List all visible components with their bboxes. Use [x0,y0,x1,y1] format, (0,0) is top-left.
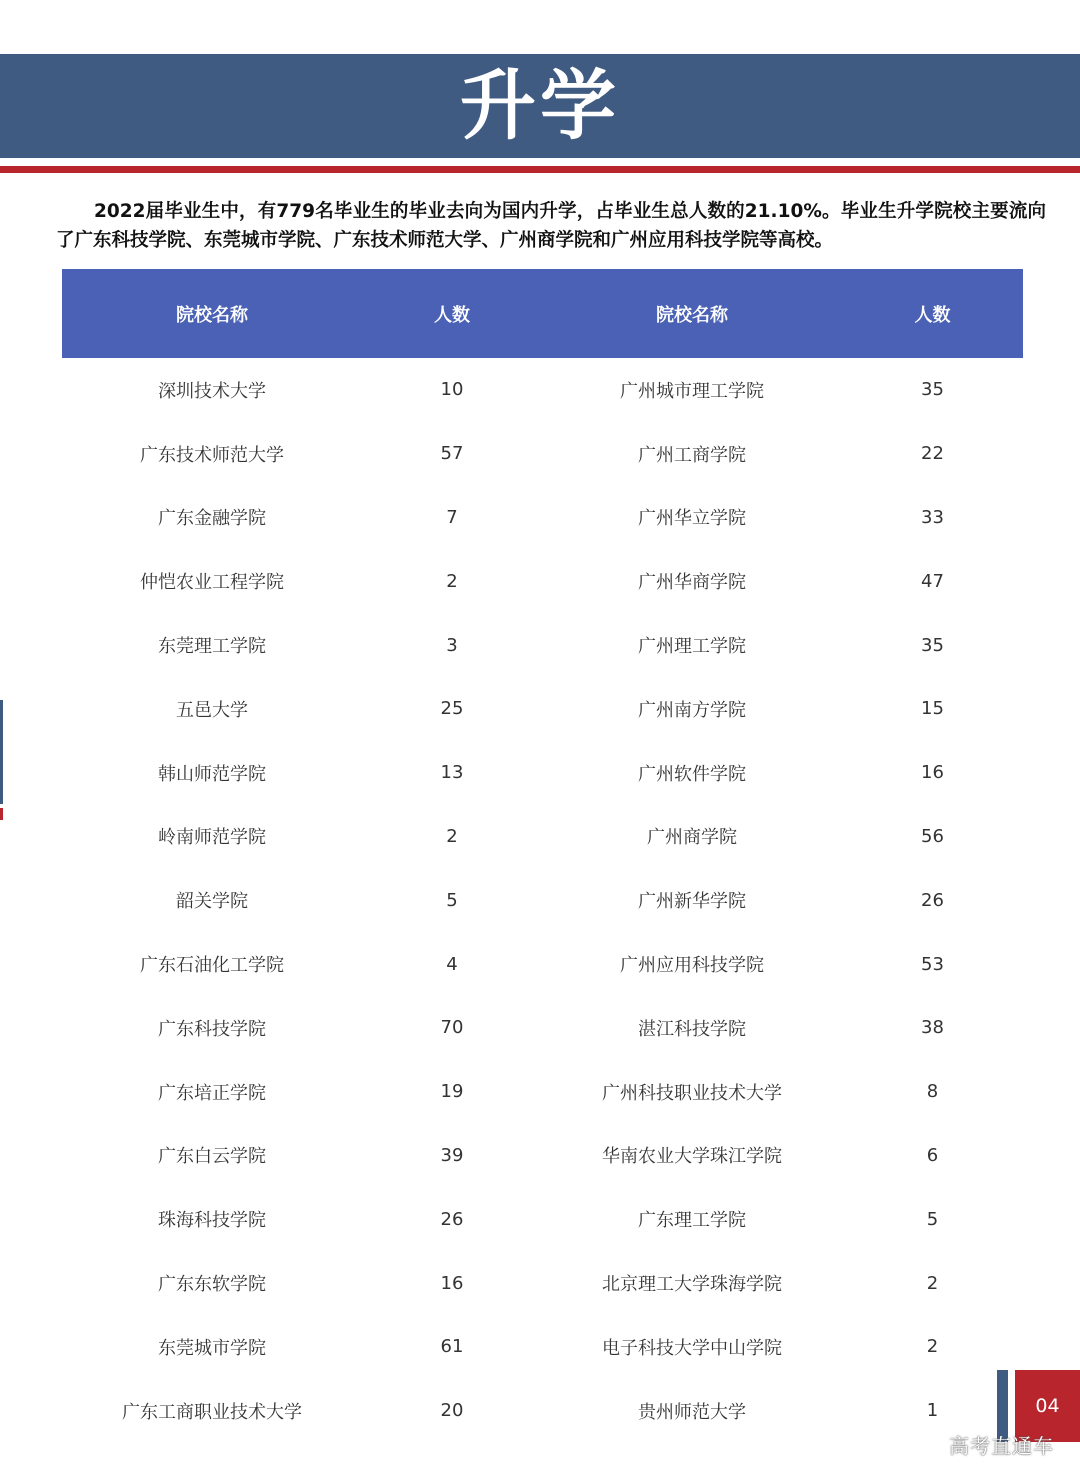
student-count: 25 [440,698,464,720]
table-header-row [62,269,1023,358]
school-name: 电子科技大学中山学院 [602,1337,782,1359]
student-count: 7 [446,506,458,528]
student-count: 39 [440,1144,464,1166]
table-row [62,613,1023,677]
school-name: 广东培正学院 [158,1082,266,1104]
table-row [62,1187,1023,1251]
school-name: 广东金融学院 [158,508,266,530]
student-count: 3 [446,634,458,656]
school-name: 岭南师范学院 [158,827,266,849]
table-row [62,677,1023,741]
banner-divider-red [0,166,1080,173]
table-row [62,1379,1023,1443]
table-row [62,1251,1023,1315]
school-name: 广东东软学院 [158,1274,266,1296]
student-count: 56 [921,825,944,847]
student-count: 70 [440,1017,464,1039]
banner-divider-white [0,158,1080,166]
student-count: 35 [921,379,944,401]
table-row [62,1060,1023,1124]
school-name: 韶关学院 [176,891,248,913]
header-school-name-left: 院校名称 [62,269,362,358]
intro-paragraph: 2022届毕业生中，有779名毕业生的毕业去向为国内升学，占毕业生总人数的21.10%。毕业生升学院校主要流向了广东科技学院、东莞城市学院、广东技术师范大学、广州商学院和广州应用科技学院等高校。 [56,201,1046,251]
school-name: 广州工商学院 [638,444,746,466]
school-name: 珠海科技学院 [158,1210,266,1232]
school-name: 华南农业大学珠江学院 [602,1146,782,1168]
student-count: 2 [926,1272,939,1294]
school-name: 广州南方学院 [638,699,746,721]
school-name: 广东白云学院 [158,1146,266,1168]
school-name: 广东技术师范大学 [140,444,284,466]
school-name: 广州城市理工学院 [620,380,764,402]
school-name: 广州华立学院 [638,508,746,530]
student-count: 38 [921,1017,944,1039]
school-name: 广州理工学院 [638,636,746,658]
table-row [62,422,1023,486]
student-count: 13 [440,762,464,784]
table-row [62,932,1023,996]
student-count: 19 [440,1081,464,1103]
school-name: 贵州师范大学 [638,1401,746,1423]
school-name: 广州华商学院 [638,572,746,594]
school-name: 北京理工大学珠海学院 [602,1274,782,1296]
school-name: 东莞理工学院 [158,636,266,658]
student-count: 53 [921,953,944,975]
school-name: 广州软件学院 [638,763,746,785]
school-name: 广东理工学院 [638,1210,746,1232]
student-count: 8 [926,1081,939,1103]
school-name: 深圳技术大学 [158,380,266,402]
table-row [62,741,1023,805]
page-title: 升学 [460,61,620,150]
student-count: 2 [446,570,458,592]
table-row [62,805,1023,869]
school-name: 五邑大学 [176,699,248,721]
student-count: 35 [921,634,944,656]
table-row [62,549,1023,613]
student-count: 20 [440,1400,464,1422]
student-count: 1 [926,1400,939,1422]
table-row [62,358,1023,422]
table-row [62,868,1023,932]
student-count: 61 [440,1336,464,1358]
school-name: 广州科技职业技术大学 [602,1082,782,1104]
table-row [62,1124,1023,1188]
student-count: 4 [446,953,458,975]
table-row [62,996,1023,1060]
student-count: 16 [440,1272,464,1294]
school-name: 广州新华学院 [638,891,746,913]
school-name: 广州应用科技学院 [620,955,764,977]
school-name: 广州商学院 [647,827,737,849]
header-count-left: 人数 [362,269,542,358]
school-name: 广东科技学院 [158,1018,266,1040]
watermark: 高考直通车 [949,1434,1054,1458]
student-count: 16 [921,762,944,784]
page-number: 04 [1015,1370,1080,1442]
student-count: 5 [446,889,458,911]
student-count: 10 [440,379,464,401]
student-count: 47 [921,570,944,592]
student-count: 2 [446,825,458,847]
student-count: 5 [926,1208,939,1230]
header-school-name-right: 院校名称 [542,269,842,358]
student-count: 22 [921,443,944,465]
student-count: 6 [926,1144,939,1166]
student-count: 57 [440,443,464,465]
student-count: 33 [921,506,944,528]
table-row [62,486,1023,550]
left-edge-accent [0,700,3,804]
school-name: 东莞城市学院 [158,1337,266,1359]
student-count: 26 [921,889,944,911]
school-table [62,269,1023,1443]
school-name: 韩山师范学院 [158,763,266,785]
table-row [62,1315,1023,1379]
school-name: 广东工商职业技术大学 [122,1401,302,1423]
header-count-right: 人数 [842,269,1023,358]
student-count: 2 [926,1336,939,1358]
school-name: 广东石油化工学院 [140,955,284,977]
student-count: 15 [921,698,944,720]
school-name: 湛江科技学院 [638,1018,746,1040]
title-banner [0,54,1080,158]
left-edge-accent-red [0,808,3,820]
school-name: 仲恺农业工程学院 [140,572,284,594]
student-count: 26 [440,1208,464,1230]
